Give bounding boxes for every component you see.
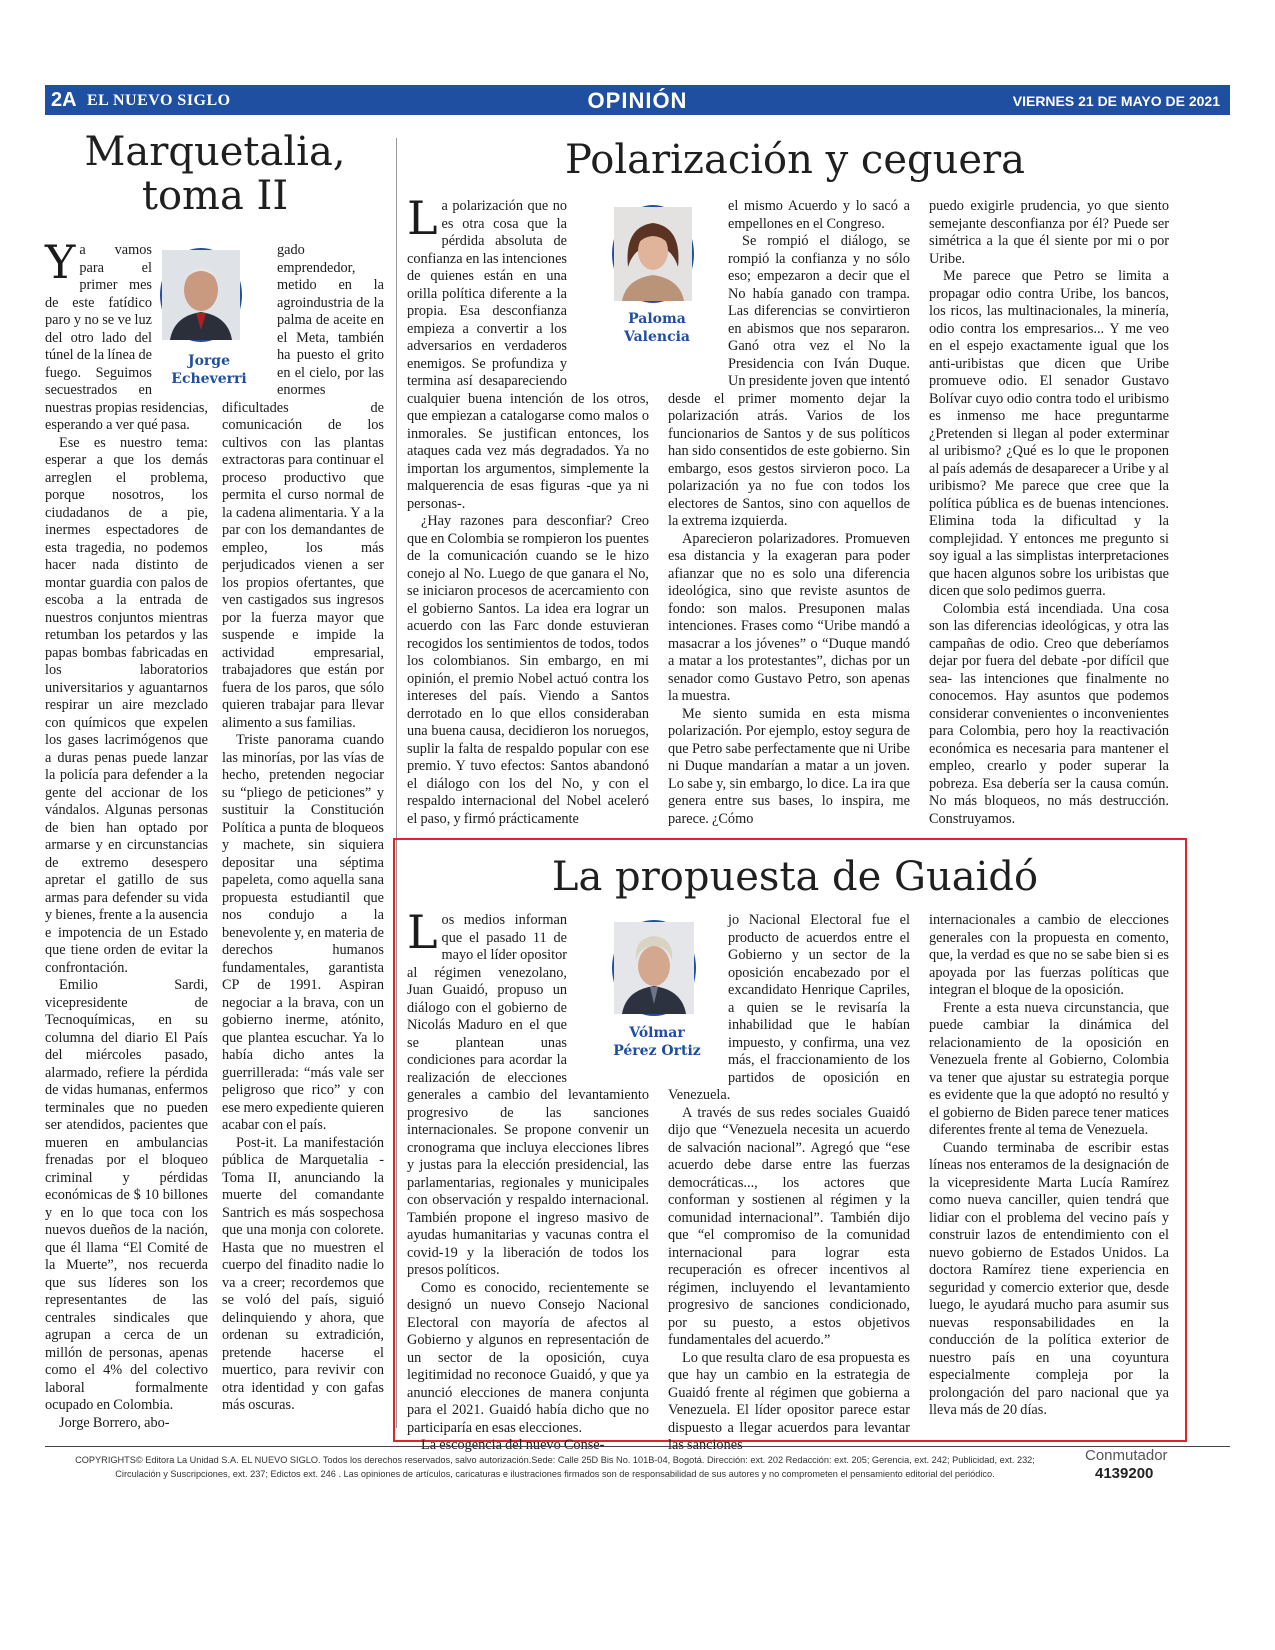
paragraph: puedo exigirle prudencia, yo que siento semejante desconfianza por él? Puede ser simétrica a la que él siente por mi o por Uribe.: [929, 198, 1169, 267]
paragraph: Como es conocido, recientemente se designó un nuevo Consejo Nacional Electoral con mayoría de afectos al Gobierno y algunos en representación de un sector de la oposición, cuya legitimidad no reconoce Guaidó, y que ya anunció elecciones de manera conjunta para el 2021. Guaidó había dicho que no participaría en esas elecciones.: [407, 1279, 649, 1436]
copyright-text: [55, 1453, 1055, 1481]
paragraph: A través de sus redes sociales Guaidó dijo que “Venezuela necesita un acuerdo de salvación nacional”. Agregó que “ese acuerdo debe darse entre las fuerzas democráticas..., los actores que conforman y sostienen al régimen y la comunidad internacional”. También dijo que “el compromiso de la comunidad internacional para lograr esta recuperación es ofrecer incentivos al régimen, incluyendo el levantamiento progresivo de sanciones condicionado, por su puesto, a estos objetivos fundamentales del acuerdo.”: [668, 1104, 910, 1348]
article1-title-line1: Marquetalia,: [84, 129, 346, 175]
paragraph: a vamos para el primer mes de este fatídico paro y no se ve luz del otro lado del túnel de la línea de fuego. Seguimos secuestrados en nuestras propias residencias, esperando a ver qué pasa.: [45, 242, 208, 433]
article1-title: [45, 130, 385, 218]
section-title: OPINIÓN: [587, 88, 688, 113]
article1-title-line2: toma II: [141, 173, 289, 219]
paragraph: el mismo Acuerdo y lo sacó a empellones en el Congreso.: [728, 198, 910, 232]
copyright-line: Circulación y Suscripciones, ext. 237; Edictos ext. 246 . Las opiniones de artículos, caricaturas e ilustraciones firmados son de responsabilidad de sus autores y no comprometen el pensamiento editorial del periódico.: [115, 1469, 995, 1479]
dropcap-l: L: [407, 191, 438, 245]
paragraph: Colombia está incendiada. Una cosa son las diferencias ideológicas, y otra las campañas de odio. Creo que deberíamos dejar por fuera del debate -por difícil que sea- las intenciones que finalmente no conocemos. Hay asuntos que podemos considerar convenientes o inconvenientes para Colombia, pero hoy la reactivación económica es necesaria para mantener el empleo, crearlo y poder superar la pobreza. Esa debería ser la causa común. No más bloqueos, no más destrucción. Construyamos.: [929, 600, 1169, 827]
author-lastname: Pérez Ortiz: [613, 1043, 701, 1059]
author-lastname: Echeverri: [171, 371, 247, 387]
page-number: 2A: [51, 89, 77, 111]
author-firstname: Jorge: [187, 353, 231, 369]
paragraph: os medios informan que el pasado 11 de mayo el líder opositor al régimen venezolano, Juan Guaidó, propuso un diálogo con el gobierno de Nicolás Maduro en el que se plantean unas condiciones para acordar la realización de elecciones generales a cambio del levantamiento progresivo de las sanciones internacionales. Se propone convenir un cronograma que incluya elecciones libres y justas para la elección presidencial, las parlamentarias, regionales y municipales con observación y respaldo internacional. También propone el ingreso masivo de ayudas humanitarias y vacunas contra el covid-19 y la liberación de todos los presos políticos.: [407, 912, 649, 1278]
article1-column-2: [222, 242, 384, 1422]
article2-column-3: [929, 198, 1169, 827]
paragraph: Me siento sumida en esta misma polarización. Por ejemplo, estoy segura de que Petro sabe perfectamente que ni Uribe ni Duque mandarían a matar a un joven. Lo sabe y, sin embargo, lo dice. La ira que genera entre sus bases, lo inspira, me parece. ¿Cómo: [668, 705, 910, 827]
paragraph: Jorge Borrero, abo-: [59, 1414, 170, 1431]
article3-column-3: [929, 912, 1169, 1422]
paragraph: Emilio Sardi, vicepresidente de Tecnoquímicas, en su columna del diario El País del miércoles pasado, alarmado, refiere la pérdida de vidas humanas, enfermos terminales que no pueden ser atendidos, pacientes que mueren en ambulancias frenadas por el bloqueo criminal y pérdidas económicas de $ 10 billones y en lo que toca con los nuevos dueños de la nación, que él llama “El Comité de la Muerte”, nos recuerda que sus líderes son los representantes de las centrales sindicales que agrupan a cerca de un millón de personas, apenas como el 4% del colectivo laboral formalmente ocupado en Colombia.: [45, 977, 208, 1413]
paragraph: Frente a esta nueva circunstancia, que puede cambiar la dinámica del relacionamiento de la oposición en Venezuela frente al Gobierno, Colombia va tener que ajustar su estrategia porque es evidente que la que adoptó no resultó y el gobierno de Biden parece tener matices diferentes frente al tema de Venezuela.: [929, 999, 1169, 1138]
paragraph: Me parece que Petro se limita a propagar odio contra Uribe, los bancos, los ricos, las multinacionales, la minería, odio contra los empresarios... Y me veo en el espejo exactamente igual que los anti-uribistas que dicen que Uribe promueve odio. El senador Gustavo Bolívar cuyo odio contra todo el uribismo es inmenso me hace preguntarme ¿Pretenden si llegan al poder exterminar al uribismo? ¿Qué es lo que le proponen al país además de desaparecer a Uribe y al uribismo? Me parece que cree que la política pública es de buenas intenciones. Elimina toda la dificultad y la complejidad. Y entonces me pregunto si soy igual a las simplistas interpretaciones que hacen algunos sobre los uribistas que dicen que solo pedimos guerra.: [929, 268, 1169, 599]
copyright-line: COPYRIGHTS© Editora La Unidad S.A. EL NUEVO SIGLO. Todos los derechos reservados, salvo autorización.Sede: Calle 25D Bis No. 101B-04, Bogotá. Dirección: ext. 202 Redacción: ext. 205; Gerencia, ext. 242; Publicidad, ext. 232;: [75, 1455, 1035, 1465]
header-bar: [45, 85, 1230, 115]
article3-column-2: [668, 912, 910, 1453]
switchboard-number: 4139200: [1095, 1465, 1154, 1482]
article2-column-2: [668, 198, 910, 827]
paragraph: Se rompió el diálogo, se rompió la confianza y no sólo eso; empezaron a decir que el No había ganado con trampa. Las diferencias se convirtieron en abismos que nos separaron. Ganó otra vez el No la Presidencia con Iván Duque. Un presidente joven que intentó desde el primer momento dejar la polarización atrás. Varios de los funcionarios de Santos y de sus políticos han sido consentidos de este gobierno. Sin embargo, esos gestos sirvieron poco. La polarización ya no fue con todos los electores de Santos, sino con aquellos de la extrema izquierda.: [668, 233, 910, 529]
author-firstname: Vólmar: [629, 1025, 685, 1041]
dropcap-l: L: [407, 905, 438, 959]
footer: [45, 1446, 1230, 1482]
article3-column-1: [407, 905, 649, 1453]
author-lastname: Valencia: [624, 329, 690, 345]
paragraph: Triste panorama cuando las minorías, por las vías de hecho, pretenden negociar su “pliego de peticiones” y sustituir la Constitución Política a punta de bloqueos y machete, sin siquiera depositar una séptima papeleta, como aquella sana propuesta estudiantil que nos condujo a la benevolente y, en materia de derechos humanos fundamentales, garantista CP de 1991. Aspiran negociar a la brava, con un gobierno inerme, atónito, que plantea escuchar. Ya lo había dicho antes la guerrillerada: “más vale ser peligroso que rico” y con ese mero expediente quieren acabar con el país.: [222, 732, 384, 1133]
paragraph: internacionales a cambio de elecciones generales con la propuesta en comento, que, la verdad es que no se sabe bien si es apoyada por las fuerzas políticas que integran el bloque de la oposición.: [929, 912, 1169, 998]
article2-title: Polarización y ceguera: [565, 137, 1025, 183]
paragraph: Ese es nuestro tema: esperar a que los demás arreglen el problema, porque nosotros, los ciudadanos de a pie, inermes espectadores de esta tragedia, no podemos hacer nada distinto de montar guardia con palos de escoba a la entrada de nuestros conjuntos mientras retumban los petardos y las papas bombas fabricadas en los laboratorios universitarios y aguantarnos respirar un aire mezclado con químicos que expelen los gases lacrimógenos que a duras penas puede lanzar la policía para defender a la gente del accionar de los vándalos. Algunas personas de bien han optado por armarse y en circunstancias de extremo desespero apretar el gatillo de sus armas para defender su vida y bienes, frente a la ausencia e impotencia de un Estado que tiene orden de evitar la confrontación.: [45, 434, 208, 976]
paragraph: gado emprendedor, metido en la agroindustria de la palma de aceite en el Meta, también ha puesto el grito en el cielo, por las enormes dificultades de comunicación de los cultivos con las plantas extractoras para continuar el proceso productivo que permita el curso normal de la cadena alimentaria. Y a la par con los demandantes de empleo, los más perjudicados vienen a ser los propios ofertantes, que ven castigados sus ingresos por la fuerza mayor que suspende e impide la actividad empresarial, trabajadores que están por fuera de los paros, que sólo quieren trabajar para llevar alimento a sus familias.: [222, 242, 384, 731]
paragraph: Lo que resulta claro de esa propuesta es que hay un cambio en la estrategia de Guaidó frente al régimen que gobierna a Venezuela. El líder opositor parece estar dispuesto a llegar acuerdos para levantar las sanciones: [668, 1349, 910, 1453]
paragraph: ¿Hay razones para desconfiar? Creo que en Colombia se rompieron los puentes de la comunicación cuando se le hizo conejo al No. Luego de que ganara el No, se iniciaron procesos de acercamiento con el gobierno Santos. La idea era lograr un acuerdo con las Farc donde estuvieran recogidos los sentimientos de todos, todos los colombianos. Sin embargo, en mi opinión, el premio Nobel actuó contra los intereses del país. Viendo a Santos derrotado en lo que ellos consideraban una buena causa, decidieron los noruegos, suplir la falta de respaldo popular con ese premio. Y tuvo efectos: Santos abandonó el diálogo con los del No, y con el respaldo internacional del Nobel aceleró el paso, y firmó prácticamente: [407, 513, 649, 827]
paragraph: Aparecieron polarizadores. Promueven esa distancia y la exageran para poder afianzar que no es solo una diferencia ideológica, sino que reviste asuntos de fondo: son malos. Presuponen malas intenciones. Frases como “Uribe mandó a masacrar a los jóvenes” o “Duque mandó a matar a los protestantes”, dichas por un senador como Gustavo Petro, son apenas la muestra.: [668, 530, 910, 704]
article2-column-1: [407, 191, 649, 827]
paragraph: jo Nacional Electoral fue el producto de acuerdos entre el Gobierno y un sector de la oposición encabezado por el excandidato Henrique Capriles, a quien se le revisaría la inhabilidad que le habían impuesto, y confirma, una vez más, el fraccionamiento de los partidos de oposición en Venezuela.: [668, 912, 910, 1103]
paragraph: a polarización que no es otra cosa que la pérdida absoluta de confianza en las intenciones de quienes están en una orilla política diferente a la propia. Esa desconfianza empieza a convertir a los adversarios en verdaderos enemigos. Se profundiza y termina así desapareciendo cualquier buena intención de los otros, que empiezan a catalogarse como malos o inmorales. Se justifican entonces, los ataques cada vez más degradados. Ya no importan los argumentos, simplemente la malquerencia de esas figuras -que ya ni personas-.: [407, 198, 649, 512]
paragraph: Post-it. La manifestación pública de Marquetalia - Toma II, anunciando la muerte del comandante Santrich es más sospechosa que una monja con colorete. Hasta que no muestren el cuerpo del finadito nadie lo va a creer; recordemos que se voló del país, siguió delinquiendo y ahora, que ordenan su extradición, pretende hacerse el muertico, para revivir con otra identidad y con gafas más oscuras.: [222, 1134, 384, 1413]
switchboard-label: Conmutador: [1085, 1447, 1168, 1464]
dropcap-y: Y: [45, 235, 76, 289]
issue-date: VIERNES 21 DE MAYO DE 2021: [1012, 93, 1220, 109]
article1-column-1: [45, 235, 208, 1431]
article3-title: La propuesta de Guaidó: [551, 854, 1039, 900]
author-firstname: Paloma: [628, 311, 686, 327]
newspaper-name: EL NUEVO SIGLO: [87, 92, 231, 109]
paragraph: Cuando terminaba de escribir estas líneas nos enteramos de la designación de la vicepresidente Marta Lucía Ramírez como nueva canciller, quien tendrá que lidiar con el problema del vecino país y construir lazos de entendimiento con el nuevo gobierno de Estados Unidos. La doctora Ramírez tiene experiencia en seguridad y comercio exterior que, desde luego, le ayudará mucho para asumir sus nuevas responsabilidades en la conducción de la política exterior de nuestro país en una coyuntura especialmente compleja por la prolongación del paro nacional que ya lleva más de 20 días.: [929, 1139, 1169, 1418]
paragraph: La escogencia del nuevo Conse-: [421, 1437, 605, 1453]
